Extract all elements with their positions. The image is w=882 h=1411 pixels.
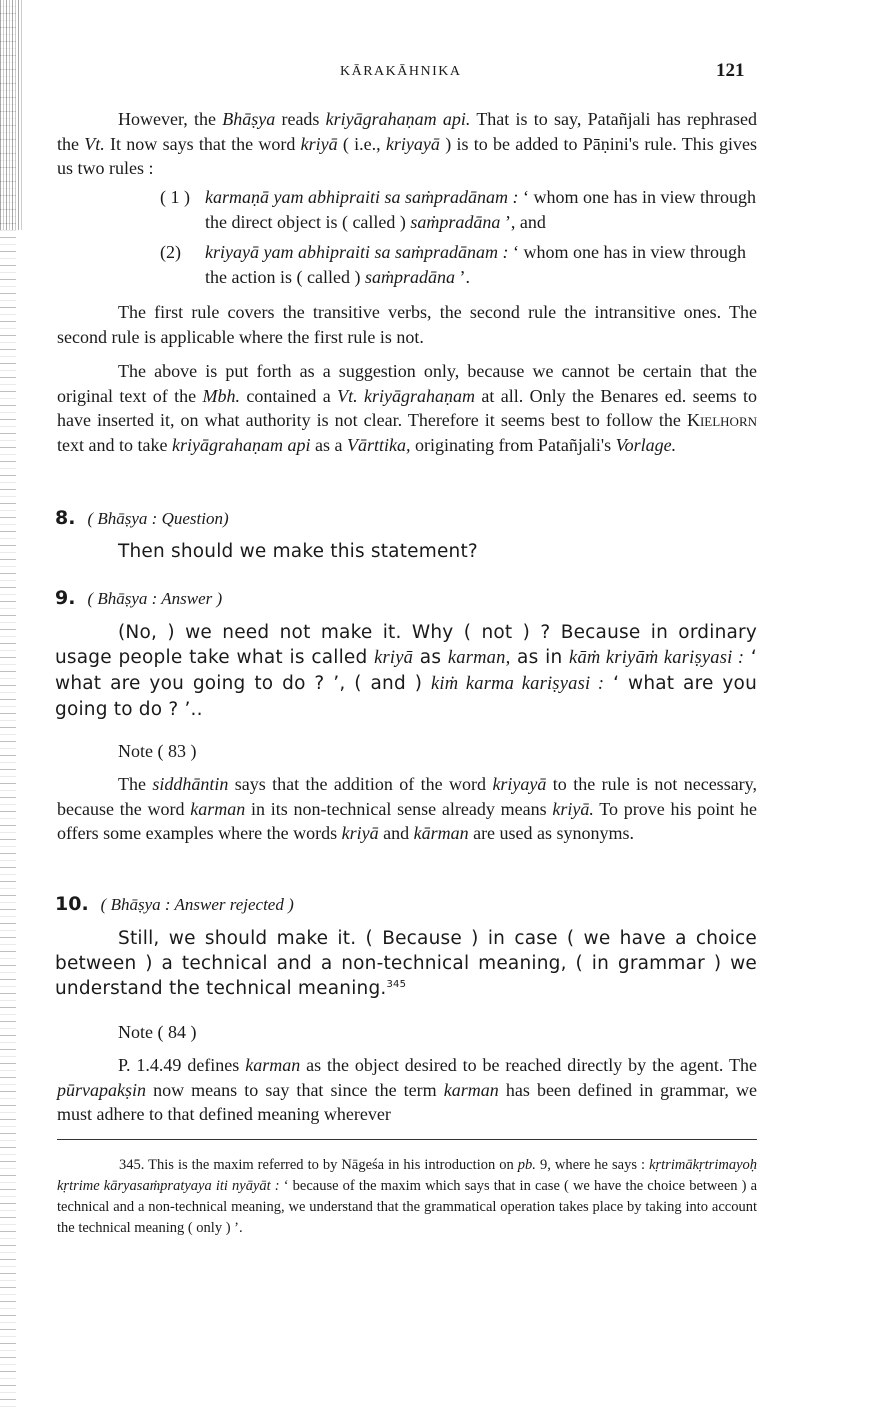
paragraph-bhasya-reading: However, the Bhāṣya reads kriyāgrahaṇam api. That is to say, Patañjali has rephrased the Vt. It now says that the word kriyā ( i.e., kriyayā ) is to be added to Pāṇini's rule. This gives us two rules : [57, 109, 758, 178]
running-head [0, 62, 882, 86]
rule-item: (2) kriyayā yam abhipraiti sa saṁpradānam : ‘ whom one has in view through the action is ( called ) saṁpradāna ’. [160, 242, 746, 287]
section-number: 9. [55, 587, 76, 609]
section-10-text: Still, we should make it. ( Because ) in case ( we have a choice between ) a technical and a non-technical meaning, ( in grammar ) we understand the technical meaning.$^{345}$ [55, 928, 757, 999]
footnote-divider [57, 1139, 757, 1140]
section-8-text: Then should we make this statement? [118, 541, 478, 562]
footnote-reference: 345 [386, 978, 407, 990]
section-label: ( Bhāṣya : Answer ) [87, 589, 223, 608]
note-84-text: P. 1.4.49 defines karman as the object desired to be reached directly by the agent. The pūrvapakṣin now means to say that since the term karman has been defined in grammar, we must adhere to that defined meaning wherever [57, 1055, 757, 1124]
scan-edge-noise [0, 0, 22, 230]
paragraph-rule-coverage: The first rule covers the transitive verbs, the second rule the intransitive ones. The second rule is applicable where the first rule is not. [57, 302, 757, 347]
section-10-heading [55, 893, 294, 917]
running-title: KĀRAKĀHNIKA [340, 64, 462, 79]
page-number: 121 [716, 60, 745, 81]
section-number: 10. [55, 893, 89, 915]
section-number: 8. [55, 507, 76, 529]
section-label: ( Bhāṣya : Question) [87, 509, 229, 528]
section-9-text: (No, ) we need not make it. Why ( not ) ? Because in ordinary usage people take what is called kriyā as karman, as in kāṁ kriyāṁ kariṣyasi : ‘ what are you going to do ? ’, ( and ) kiṁ karma kariṣyasi : ‘ what are you going to do ? ’.. [55, 622, 757, 720]
note-83-text: The siddhāntin says that the addition of the word kriyayā to the rule is not necessary, because the word karman in its non-technical sense already means kriyā. To prove his point he offers some examples where the words kriyā and kārman are used as synonyms. [57, 774, 758, 843]
note-83-label: Note ( 83 ) [118, 741, 197, 761]
section-9-heading [55, 587, 222, 611]
footnote-345: 345. This is the maxim referred to by Nāgeśa in his introduction on pb. 9, where he says : kṛtrimākṛtrimayoḥ kṛtrime kāryasaṁpratyaya iti nyāyāt : ‘ because of the maxim which says that in case ( we have the choice between ) a technical and a non-technical meaning, we understand that the grammatical operation takes place by taking into account the technical meaning ( only ) ’. [57, 1157, 758, 1236]
rule-list [160, 185, 757, 289]
rule-number: (2) [160, 242, 181, 262]
paragraph-suggestion: The above is put forth as a suggestion only, because we cannot be certain that the original text of the Mbh. contained a Vt. kriyāgrahaṇam at all. Only the Benares ed. seems to have inserted it, on what authority is not clear. Therefore it seems best to follow the Kielhorn text and to take kriyāgrahaṇam api as a Vārttika, originating from Patañjali's Vorlage. [57, 361, 757, 455]
section-8-heading [55, 507, 229, 531]
rule-item: ( 1 ) karmaṇā yam abhipraiti sa saṁpradānam : ‘ whom one has in view through the direct object is ( called ) saṁpradāna ’, and [160, 187, 756, 232]
rule-number: ( 1 ) [160, 187, 190, 207]
note-84-label: Note ( 84 ) [118, 1022, 197, 1042]
section-label: ( Bhāṣya : Answer rejected ) [100, 895, 294, 914]
